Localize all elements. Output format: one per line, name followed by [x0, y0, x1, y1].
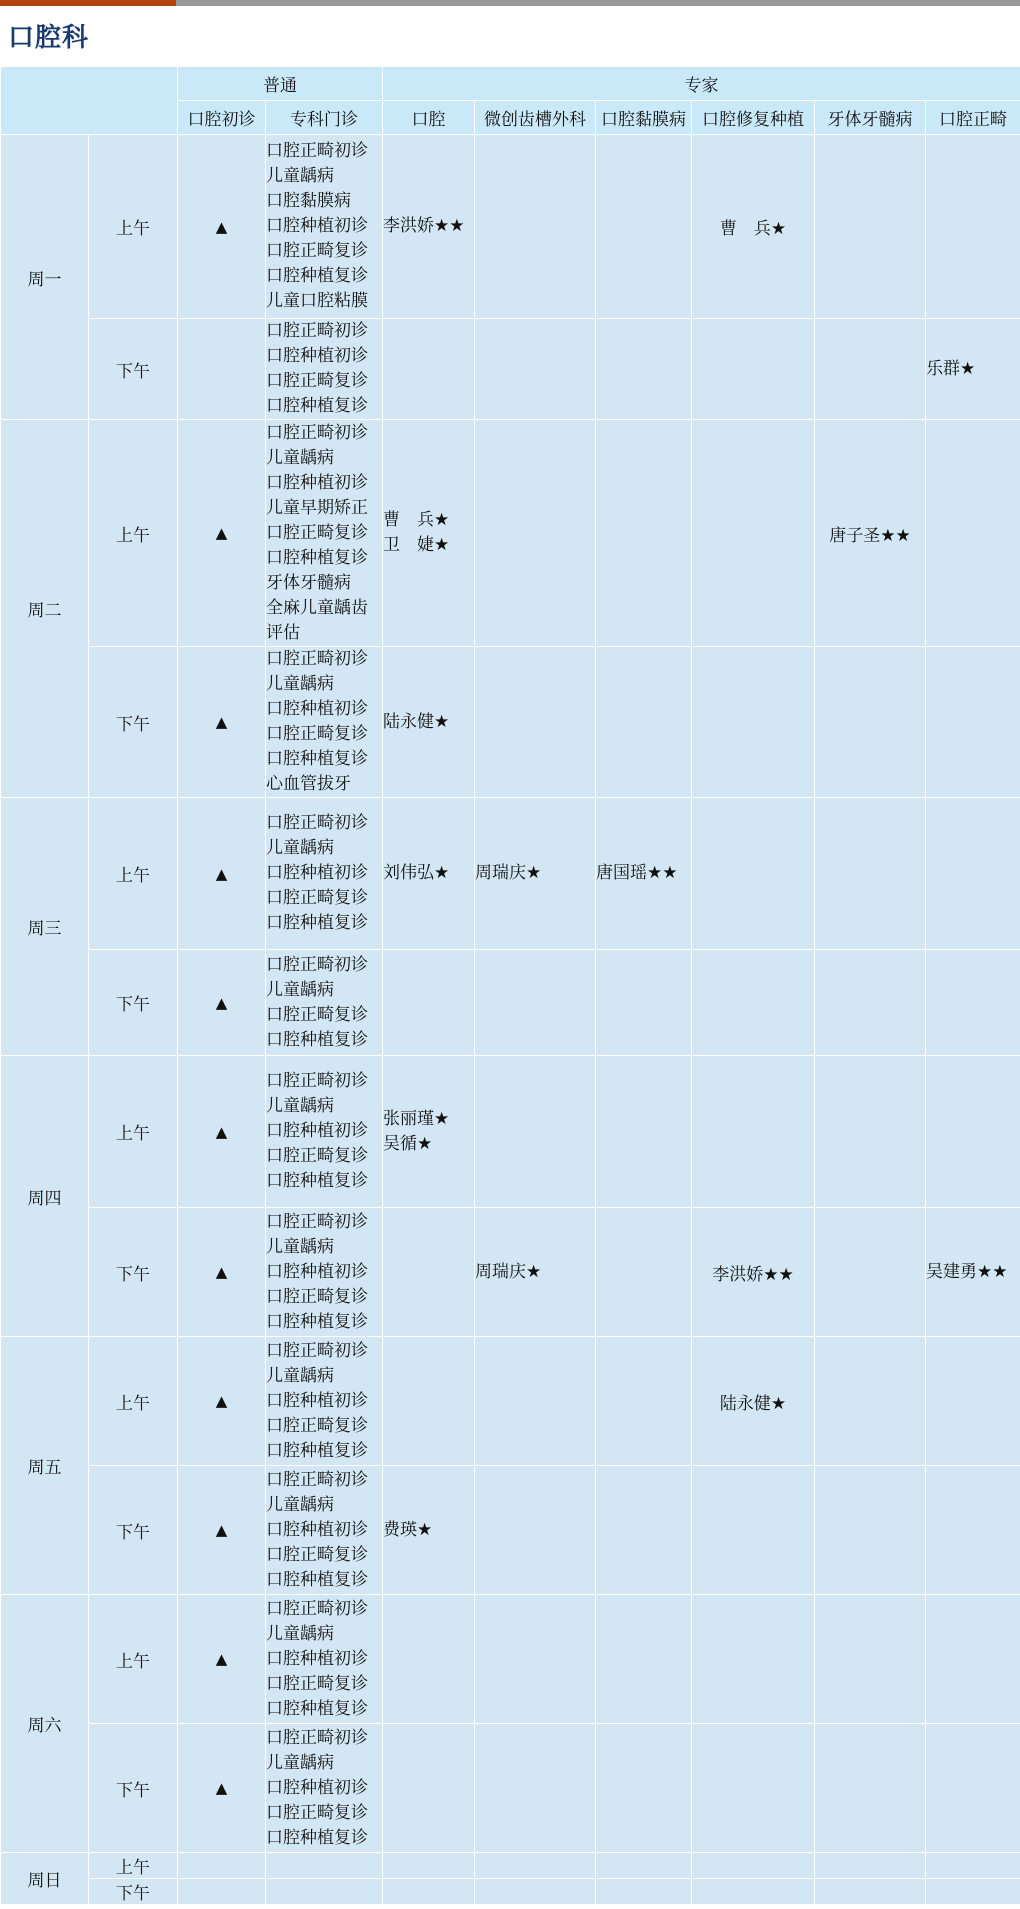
- day-label: 周二: [1, 420, 89, 798]
- doctor-name: 卫 婕★: [383, 535, 450, 555]
- initial-visit-marker: ▲: [178, 1056, 266, 1208]
- expert-cell-surgery: [475, 1724, 596, 1853]
- expert-cell-oral: [383, 1466, 475, 1595]
- expert-cell-mucosa: [596, 1466, 692, 1595]
- service-item: 口腔正畸初诊: [266, 1340, 368, 1361]
- specialty-clinic-cell: [266, 1724, 383, 1853]
- service-item: 口腔种植初诊: [266, 472, 368, 493]
- specialty-clinic-cell: [266, 1595, 383, 1724]
- expert-cell-mucosa: [596, 1595, 692, 1724]
- expert-cell-mucosa: [596, 420, 692, 647]
- expert-cell-oral: [383, 950, 475, 1056]
- expert-cell-surgery: [475, 1208, 596, 1337]
- header-col: 口腔正畸: [926, 101, 1020, 135]
- doctor-name: 曹 兵★: [383, 510, 450, 530]
- specialty-clinic-cell: [266, 647, 383, 798]
- initial-visit-marker: ▲: [178, 1724, 266, 1853]
- doctor-name: 周瑞庆★: [475, 863, 542, 883]
- service-item: 全麻儿童龋齿: [266, 597, 368, 618]
- doctor-name: 李洪娇★★: [383, 216, 465, 236]
- expert-cell-prosth: [692, 135, 815, 319]
- expert-cell-oral: [383, 135, 475, 319]
- service-item: 儿童龋病: [266, 166, 334, 186]
- header-group-general: 普通: [178, 67, 383, 101]
- expert-cell-mucosa: [596, 1879, 692, 1905]
- expert-cell-mucosa: [596, 1724, 692, 1853]
- service-item: 口腔正畸复诊: [266, 888, 368, 908]
- header-corner: [1, 67, 178, 135]
- expert-cell-endo: [815, 420, 926, 647]
- initial-visit-marker: ▲: [178, 798, 266, 950]
- expert-cell-ortho: [926, 1853, 1020, 1879]
- header-group-expert: 专家: [383, 67, 1020, 101]
- day-label: 周六: [1, 1595, 89, 1853]
- period-label: 上午: [89, 420, 178, 647]
- service-item: 口腔种植复诊: [266, 913, 368, 933]
- service-item: 口腔正畸复诊: [266, 241, 368, 261]
- service-item: 口腔正畸初诊: [266, 1598, 368, 1619]
- service-item: 口腔种植复诊: [266, 266, 368, 286]
- service-item: 口腔种植初诊: [266, 1777, 368, 1798]
- expert-cell-ortho: [926, 798, 1020, 950]
- doctor-name: 陆永健★: [719, 1393, 787, 1414]
- service-item: 口腔正畸复诊: [266, 1146, 368, 1166]
- expert-cell-ortho: [926, 1056, 1020, 1208]
- expert-cell-endo: [815, 950, 926, 1056]
- service-item: 口腔种植复诊: [266, 396, 368, 416]
- expert-cell-endo: [815, 1337, 926, 1466]
- schedule-row: [1, 1208, 1020, 1337]
- schedule-row: [1, 420, 1020, 647]
- specialty-clinic-cell: [266, 1337, 383, 1466]
- schedule-row: [1, 1056, 1020, 1208]
- expert-cell-ortho: [926, 1208, 1020, 1337]
- expert-cell-prosth: [692, 1853, 815, 1879]
- expert-cell-surgery: [475, 1879, 596, 1905]
- expert-cell-prosth: [692, 1208, 815, 1337]
- expert-cell-mucosa: [596, 1056, 692, 1208]
- service-item: 口腔正畸初诊: [266, 141, 368, 161]
- period-label: 下午: [89, 1724, 178, 1853]
- schedule-row: [1, 1466, 1020, 1595]
- service-item: 口腔正畸复诊: [266, 1415, 368, 1436]
- expert-cell-endo: [815, 1879, 926, 1905]
- header-col: 口腔初诊: [178, 101, 266, 135]
- expert-cell-endo: [815, 319, 926, 420]
- service-item: 口腔种植初诊: [266, 216, 368, 236]
- schedule-row: [1, 1853, 1020, 1879]
- service-item: 口腔正畸初诊: [266, 1071, 368, 1091]
- expert-cell-endo: [815, 1056, 926, 1208]
- initial-visit-marker: [178, 1853, 266, 1879]
- service-item: 心血管拔牙: [266, 774, 351, 794]
- service-item: 口腔正畸复诊: [266, 724, 368, 744]
- expert-cell-ortho: [926, 135, 1020, 319]
- period-label: 上午: [89, 1337, 178, 1466]
- service-item: 口腔种植复诊: [266, 547, 368, 568]
- expert-cell-ortho: [926, 1595, 1020, 1724]
- doctor-name: 费瑛★: [383, 1519, 433, 1540]
- expert-cell-prosth: [692, 1466, 815, 1595]
- page-title: 口腔科: [8, 23, 90, 53]
- initial-visit-marker: [178, 1879, 266, 1905]
- period-label: 上午: [89, 798, 178, 950]
- schedule-row: [1, 1337, 1020, 1466]
- service-item: 牙体牙髓病: [266, 572, 351, 593]
- period-label: 上午: [89, 1056, 178, 1208]
- initial-visit-marker: [178, 319, 266, 420]
- expert-cell-ortho: [926, 1879, 1020, 1905]
- service-item: 口腔种植初诊: [266, 346, 368, 366]
- period-label: 下午: [89, 1208, 178, 1337]
- specialty-clinic-cell: [266, 1466, 383, 1595]
- expert-cell-prosth: [692, 1337, 815, 1466]
- schedule-row: [1, 950, 1020, 1056]
- day-label: 周四: [1, 1056, 89, 1337]
- service-item: 儿童龋病: [266, 1236, 334, 1257]
- header-col: 口腔: [383, 101, 475, 135]
- doctor-name: 吴循★: [383, 1133, 433, 1154]
- service-item: 口腔种植初诊: [266, 1261, 368, 1282]
- schedule-row: [1, 1724, 1020, 1853]
- doctor-name: 周瑞庆★: [475, 1261, 542, 1282]
- expert-cell-endo: [815, 1853, 926, 1879]
- expert-cell-oral: [383, 1208, 475, 1337]
- expert-cell-oral: [383, 1853, 475, 1879]
- service-item: 儿童龋病: [266, 979, 334, 1000]
- service-item: 口腔正畸复诊: [266, 1544, 368, 1565]
- expert-cell-mucosa: [596, 647, 692, 798]
- service-item: 儿童龋病: [266, 1096, 334, 1116]
- expert-cell-prosth: [692, 1879, 815, 1905]
- day-label: 周一: [1, 135, 89, 420]
- doctor-name: 乐群★: [926, 358, 976, 379]
- expert-cell-ortho: [926, 1337, 1020, 1466]
- period-label: 下午: [89, 1879, 178, 1905]
- expert-cell-endo: [815, 1595, 926, 1724]
- specialty-clinic-cell: [266, 798, 383, 950]
- header-col: 微创齿槽外科: [475, 101, 596, 135]
- expert-cell-oral: [383, 647, 475, 798]
- doctor-name: 李洪娇★★: [712, 1264, 794, 1285]
- doctor-name: 曹 兵★: [719, 219, 787, 239]
- doctor-name: 吴建勇★★: [926, 1261, 1008, 1282]
- schedule-row: [1, 798, 1020, 950]
- expert-cell-prosth: [692, 798, 815, 950]
- service-item: 儿童口腔粘膜: [266, 291, 368, 311]
- service-item: 口腔正畸初诊: [266, 1469, 368, 1490]
- doctor-name: 张丽瑾★: [383, 1108, 450, 1129]
- expert-cell-ortho: [926, 1724, 1020, 1853]
- service-item: 口腔正畸复诊: [266, 1004, 368, 1025]
- service-item: 口腔种植初诊: [266, 863, 368, 883]
- service-item: 口腔种植初诊: [266, 699, 368, 719]
- header-col: 牙体牙髓病: [815, 101, 926, 135]
- initial-visit-marker: ▲: [178, 950, 266, 1056]
- expert-cell-mucosa: [596, 798, 692, 950]
- expert-cell-surgery: [475, 1337, 596, 1466]
- service-item: 口腔种植初诊: [266, 1648, 368, 1669]
- expert-cell-oral: [383, 420, 475, 647]
- initial-visit-marker: ▲: [178, 1337, 266, 1466]
- initial-visit-marker: ▲: [178, 420, 266, 647]
- service-item: 儿童早期矫正: [266, 497, 368, 518]
- expert-cell-oral: [383, 319, 475, 420]
- service-item: 口腔正畸复诊: [266, 371, 368, 391]
- service-item: 儿童龋病: [266, 447, 334, 468]
- service-item: 口腔正畸初诊: [266, 422, 368, 443]
- period-label: 下午: [89, 1466, 178, 1595]
- service-item: 口腔正畸复诊: [266, 1673, 368, 1694]
- specialty-clinic-cell: [266, 1879, 383, 1905]
- doctor-name: 刘伟弘★: [383, 863, 450, 883]
- top-color-bar: [0, 0, 1020, 6]
- expert-cell-prosth: [692, 420, 815, 647]
- service-item: 儿童龋病: [266, 1623, 334, 1644]
- expert-cell-ortho: [926, 950, 1020, 1056]
- specialty-clinic-cell: [266, 1208, 383, 1337]
- initial-visit-marker: ▲: [178, 1208, 266, 1337]
- service-item: 口腔种植初诊: [266, 1519, 368, 1540]
- expert-cell-mucosa: [596, 950, 692, 1056]
- expert-cell-mucosa: [596, 1853, 692, 1879]
- service-item: 口腔种植初诊: [266, 1121, 368, 1141]
- schedule-table: [0, 66, 1020, 1905]
- expert-cell-mucosa: [596, 1208, 692, 1337]
- service-item: 口腔种植复诊: [266, 1569, 368, 1590]
- expert-cell-ortho: [926, 647, 1020, 798]
- expert-cell-surgery: [475, 420, 596, 647]
- expert-cell-ortho: [926, 420, 1020, 647]
- expert-cell-surgery: [475, 1056, 596, 1208]
- service-item: 口腔正畸复诊: [266, 522, 368, 543]
- initial-visit-marker: ▲: [178, 135, 266, 319]
- service-item: 口腔种植复诊: [266, 749, 368, 769]
- expert-cell-mucosa: [596, 135, 692, 319]
- service-item: 口腔种植复诊: [266, 1171, 368, 1191]
- initial-visit-marker: ▲: [178, 1466, 266, 1595]
- expert-cell-ortho: [926, 1466, 1020, 1595]
- period-label: 下午: [89, 319, 178, 420]
- schedule-row: [1, 647, 1020, 798]
- schedule-row: [1, 1595, 1020, 1724]
- doctor-name: 唐国瑶★★: [596, 863, 678, 883]
- expert-cell-mucosa: [596, 1337, 692, 1466]
- expert-cell-prosth: [692, 950, 815, 1056]
- service-item: 口腔种植复诊: [266, 1311, 368, 1332]
- specialty-clinic-cell: [266, 950, 383, 1056]
- schedule-body: [1, 135, 1020, 1905]
- specialty-clinic-cell: [266, 1056, 383, 1208]
- specialty-clinic-cell: [266, 319, 383, 420]
- expert-cell-prosth: [692, 1056, 815, 1208]
- expert-cell-prosth: [692, 1595, 815, 1724]
- expert-cell-oral: [383, 1595, 475, 1724]
- header-col: 口腔黏膜病: [596, 101, 692, 135]
- day-label: 周日: [1, 1853, 89, 1905]
- period-label: 上午: [89, 1595, 178, 1724]
- service-item: 口腔正畸初诊: [266, 321, 368, 341]
- expert-cell-oral: [383, 1724, 475, 1853]
- expert-cell-endo: [815, 135, 926, 319]
- service-item: 口腔种植复诊: [266, 1827, 368, 1848]
- schedule-row: [1, 319, 1020, 420]
- expert-cell-surgery: [475, 319, 596, 420]
- expert-cell-prosth: [692, 1724, 815, 1853]
- expert-cell-oral: [383, 1056, 475, 1208]
- service-item: 口腔正畸复诊: [266, 1286, 368, 1307]
- expert-cell-oral: [383, 1337, 475, 1466]
- expert-cell-oral: [383, 1879, 475, 1905]
- period-label: 下午: [89, 647, 178, 798]
- period-label: 上午: [89, 1853, 178, 1879]
- expert-cell-surgery: [475, 1853, 596, 1879]
- schedule-row: [1, 135, 1020, 319]
- day-label: 周三: [1, 798, 89, 1056]
- service-item: 评估: [266, 622, 300, 643]
- service-item: 儿童龋病: [266, 674, 334, 694]
- service-item: 口腔种植复诊: [266, 1698, 368, 1719]
- specialty-clinic-cell: [266, 135, 383, 319]
- expert-cell-surgery: [475, 1595, 596, 1724]
- service-item: 口腔正畸初诊: [266, 1727, 368, 1748]
- expert-cell-endo: [815, 647, 926, 798]
- expert-cell-endo: [815, 1466, 926, 1595]
- expert-cell-surgery: [475, 1466, 596, 1595]
- day-label: 周五: [1, 1337, 89, 1595]
- expert-cell-oral: [383, 798, 475, 950]
- initial-visit-marker: ▲: [178, 647, 266, 798]
- specialty-clinic-cell: [266, 1853, 383, 1879]
- service-item: 口腔正畸初诊: [266, 954, 368, 975]
- service-item: 儿童龋病: [266, 1365, 334, 1386]
- service-item: 口腔种植复诊: [266, 1029, 368, 1050]
- header-col: 口腔修复种植: [692, 101, 815, 135]
- expert-cell-mucosa: [596, 319, 692, 420]
- service-item: 口腔正畸初诊: [266, 649, 368, 669]
- service-item: 口腔黏膜病: [266, 191, 351, 211]
- expert-cell-surgery: [475, 950, 596, 1056]
- doctor-name: 唐子圣★★: [829, 525, 911, 546]
- expert-cell-ortho: [926, 319, 1020, 420]
- initial-visit-marker: ▲: [178, 1595, 266, 1724]
- expert-cell-surgery: [475, 135, 596, 319]
- period-label: 上午: [89, 135, 178, 319]
- service-item: 口腔种植初诊: [266, 1390, 368, 1411]
- expert-cell-prosth: [692, 647, 815, 798]
- service-item: 儿童龋病: [266, 838, 334, 858]
- expert-cell-endo: [815, 1208, 926, 1337]
- expert-cell-surgery: [475, 798, 596, 950]
- service-item: 口腔正畸复诊: [266, 1802, 368, 1823]
- specialty-clinic-cell: [266, 420, 383, 647]
- doctor-name: 陆永健★: [383, 711, 450, 732]
- service-item: 口腔正畸初诊: [266, 1211, 368, 1232]
- expert-cell-endo: [815, 1724, 926, 1853]
- expert-cell-surgery: [475, 647, 596, 798]
- schedule-row: [1, 1879, 1020, 1905]
- period-label: 下午: [89, 950, 178, 1056]
- service-item: 口腔种植复诊: [266, 1440, 368, 1461]
- expert-cell-prosth: [692, 319, 815, 420]
- header-col: 专科门诊: [266, 101, 383, 135]
- top-accent-bar: [0, 0, 176, 6]
- expert-cell-endo: [815, 798, 926, 950]
- service-item: 儿童龋病: [266, 1752, 334, 1773]
- service-item: 儿童龋病: [266, 1494, 334, 1515]
- service-item: 口腔正畸初诊: [266, 813, 368, 833]
